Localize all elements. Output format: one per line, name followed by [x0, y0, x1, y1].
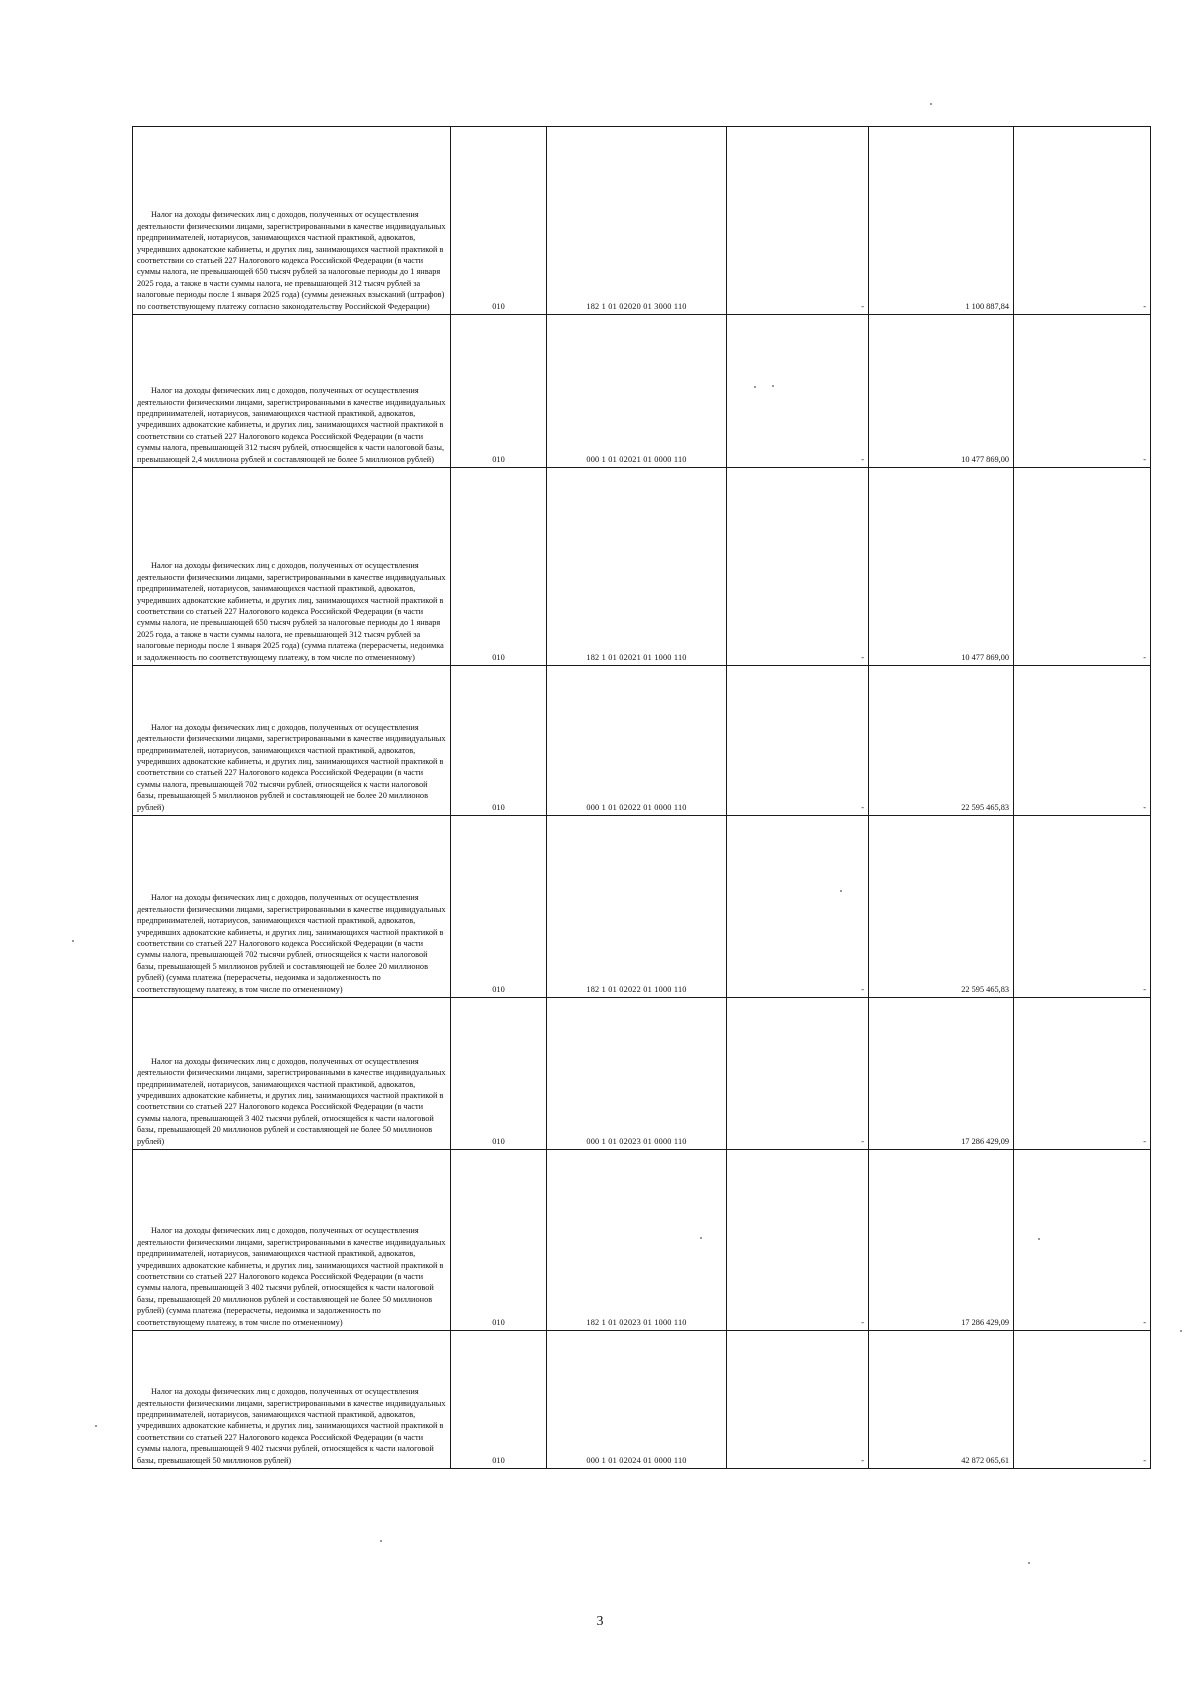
- row-col6-cell: -: [1014, 998, 1151, 1150]
- row-name-cell: Налог на доходы физических лиц с доходов, полученных от осуществления деятельности физическими лицами, зарегистрированными в качестве индивидуальных предпринимателей, нотариусов, занимающихся частной практикой, адвокатов, учредивших адвокатские кабинеты, и других лиц, занимающихся частной практикой в соответствии со статьей 227 Налогового кодекса Российской Федерации (в части суммы налога, превышающей 702 тысячи рублей, относящейся к части налоговой базы, превышающей 5 миллионов рублей и составляющей не более 20 миллионов рублей): [133, 666, 451, 816]
- table-row: [133, 315, 1151, 468]
- table-row: [133, 998, 1151, 1150]
- table-row: [133, 127, 1151, 315]
- row-amount-cell: 22 595 465,83: [869, 816, 1014, 998]
- scan-speck: [1038, 1238, 1040, 1240]
- scan-speck: [1028, 1562, 1030, 1564]
- row-kbk-cell: 000 1 01 02022 01 0000 110: [547, 666, 727, 816]
- row-kbk-cell: 000 1 01 02021 01 0000 110: [547, 315, 727, 468]
- row-kbk-cell: 182 1 01 02022 01 1000 110: [547, 816, 727, 998]
- scan-speck: [95, 1425, 97, 1427]
- row-col4-cell: -: [727, 127, 869, 315]
- table-row: [133, 816, 1151, 998]
- row-col4-cell: -: [727, 666, 869, 816]
- scan-speck: [700, 1237, 702, 1239]
- row-code-cell: 010: [451, 468, 547, 666]
- row-amount-cell: 42 872 065,61: [869, 1331, 1014, 1469]
- row-code-cell: 010: [451, 666, 547, 816]
- row-amount-cell: 17 286 429,09: [869, 1150, 1014, 1331]
- page-number: 3: [596, 1614, 604, 1629]
- table-row: [133, 666, 1151, 816]
- scan-speck: [772, 385, 774, 387]
- row-code-cell: 010: [451, 315, 547, 468]
- row-kbk-cell: 000 1 01 02024 01 0000 110: [547, 1331, 727, 1469]
- row-code-cell: 010: [451, 816, 547, 998]
- scan-speck: [72, 940, 74, 942]
- row-amount-cell: 1 100 887,84: [869, 127, 1014, 315]
- row-code-cell: 010: [451, 1150, 547, 1331]
- row-col6-cell: -: [1014, 315, 1151, 468]
- row-kbk-cell: 182 1 01 02023 01 1000 110: [547, 1150, 727, 1331]
- row-code-cell: 010: [451, 998, 547, 1150]
- row-name-cell: Налог на доходы физических лиц с доходов, полученных от осуществления деятельности физическими лицами, зарегистрированными в качестве индивидуальных предпринимателей, нотариусов, занимающихся частной практикой, адвокатов, учредивших адвокатские кабинеты, и других лиц, занимающихся частной практикой в соответствии со статьей 227 Налогового кодекса Российской Федерации (в части суммы налога, превышающей 702 тысячи рублей, относящейся к части налоговой базы, превышающей 5 миллионов рублей и составляющей не более 20 миллионов рублей) (сумма платежа (перерасчеты, недоимка и задолженность по соответствующему платежу, в том числе по отмененному): [133, 816, 451, 998]
- table-body: [133, 127, 1151, 1469]
- income-report-table: [132, 126, 1151, 1469]
- row-col4-cell: -: [727, 998, 869, 1150]
- row-amount-cell: 17 286 429,09: [869, 998, 1014, 1150]
- row-col4-cell: -: [727, 1331, 869, 1469]
- scan-speck: [1180, 1330, 1182, 1332]
- row-col6-cell: -: [1014, 1331, 1151, 1469]
- row-amount-cell: 10 477 869,00: [869, 315, 1014, 468]
- table-row: [133, 1150, 1151, 1331]
- row-col4-cell: -: [727, 315, 869, 468]
- row-name-cell: Налог на доходы физических лиц с доходов, полученных от осуществления деятельности физическими лицами, зарегистрированными в качестве индивидуальных предпринимателей, нотариусов, занимающихся частной практикой, адвокатов, учредивших адвокатские кабинеты, и других лиц, занимающихся частной практикой в соответствии со статьей 227 Налогового кодекса Российской Федерации (в части суммы налога, не превышающей 650 тысяч рублей за налоговые периоды до 1 января 2025 года, а также в части суммы налога, не превышающей 312 тысяч рублей за налоговые периоды после 1 января 2025 года) (суммы денежных взысканий (штрафов) по соответствующему платежу согласно законодательству Российской Федерации): [133, 127, 451, 315]
- scan-speck: [754, 386, 756, 388]
- table-row: [133, 468, 1151, 666]
- row-kbk-cell: 000 1 01 02023 01 0000 110: [547, 998, 727, 1150]
- row-name-cell: Налог на доходы физических лиц с доходов, полученных от осуществления деятельности физическими лицами, зарегистрированными в качестве индивидуальных предпринимателей, нотариусов, занимающихся частной практикой, адвокатов, учредивших адвокатские кабинеты, и других лиц, занимающихся частной практикой в соответствии со статьей 227 Налогового кодекса Российской Федерации (в части суммы налога, превышающей 312 тысяч рублей, относящейся к части налоговой базы, превышающей 2,4 миллиона рублей и составляющей не более 5 миллионов рублей): [133, 315, 451, 468]
- row-kbk-cell: 182 1 01 02020 01 3000 110: [547, 127, 727, 315]
- row-col6-cell: -: [1014, 468, 1151, 666]
- row-col6-cell: -: [1014, 666, 1151, 816]
- scan-speck: [930, 103, 932, 105]
- table-row: [133, 1331, 1151, 1469]
- row-name-cell: Налог на доходы физических лиц с доходов, полученных от осуществления деятельности физическими лицами, зарегистрированными в качестве индивидуальных предпринимателей, нотариусов, занимающихся частной практикой, адвокатов, учредивших адвокатские кабинеты, и других лиц, занимающихся частной практикой в соответствии со статьей 227 Налогового кодекса Российской Федерации (в части суммы налога, превышающей 3 402 тысячи рублей, относящейся к части налоговой базы, превышающей 20 миллионов рублей и составляющей не более 50 миллионов рублей): [133, 998, 451, 1150]
- row-amount-cell: 22 595 465,83: [869, 666, 1014, 816]
- row-name-cell: Налог на доходы физических лиц с доходов, полученных от осуществления деятельности физическими лицами, зарегистрированными в качестве индивидуальных предпринимателей, нотариусов, занимающихся частной практикой, адвокатов, учредивших адвокатские кабинеты, и других лиц, занимающихся частной практикой в соответствии со статьей 227 Налогового кодекса Российской Федерации (в части суммы налога, превышающей 3 402 тысячи рублей, относящейся к части налоговой базы, превышающей 20 миллионов рублей и составляющей не более 50 миллионов рублей) (сумма платежа (перерасчеты, недоимка и задолженность по соответствующему платежу, в том числе по отмененному): [133, 1150, 451, 1331]
- row-col4-cell: -: [727, 468, 869, 666]
- row-name-cell: Налог на доходы физических лиц с доходов, полученных от осуществления деятельности физическими лицами, зарегистрированными в качестве индивидуальных предпринимателей, нотариусов, занимающихся частной практикой, адвокатов, учредивших адвокатские кабинеты, и других лиц, занимающихся частной практикой в соответствии со статьей 227 Налогового кодекса Российской Федерации (в части суммы налога, не превышающей 650 тысяч рублей за налоговые периоды до 1 января 2025 года, а также в части суммы налога, не превышающей 312 тысяч рублей за налоговые периоды после 1 января 2025 года) (сумма платежа (перерасчеты, недоимка и задолженность по соответствующему платежу, в том числе по отмененному): [133, 468, 451, 666]
- scan-speck: [380, 1540, 382, 1542]
- row-name-cell: Налог на доходы физических лиц с доходов, полученных от осуществления деятельности физическими лицами, зарегистрированными в качестве индивидуальных предпринимателей, нотариусов, занимающихся частной практикой, адвокатов, учредивших адвокатские кабинеты, и других лиц, занимающихся частной практикой в соответствии со статьей 227 Налогового кодекса Российской Федерации (в части суммы налога, превышающей 9 402 тысячи рублей, относящейся к части налоговой базы, превышающей 50 миллионов рублей): [133, 1331, 451, 1469]
- row-col6-cell: -: [1014, 127, 1151, 315]
- scan-speck: [840, 890, 842, 892]
- row-col4-cell: -: [727, 1150, 869, 1331]
- row-col6-cell: -: [1014, 816, 1151, 998]
- row-col4-cell: -: [727, 816, 869, 998]
- row-kbk-cell: 182 1 01 02021 01 1000 110: [547, 468, 727, 666]
- row-col6-cell: -: [1014, 1150, 1151, 1331]
- row-code-cell: 010: [451, 1331, 547, 1469]
- row-code-cell: 010: [451, 127, 547, 315]
- row-amount-cell: 10 477 869,00: [869, 468, 1014, 666]
